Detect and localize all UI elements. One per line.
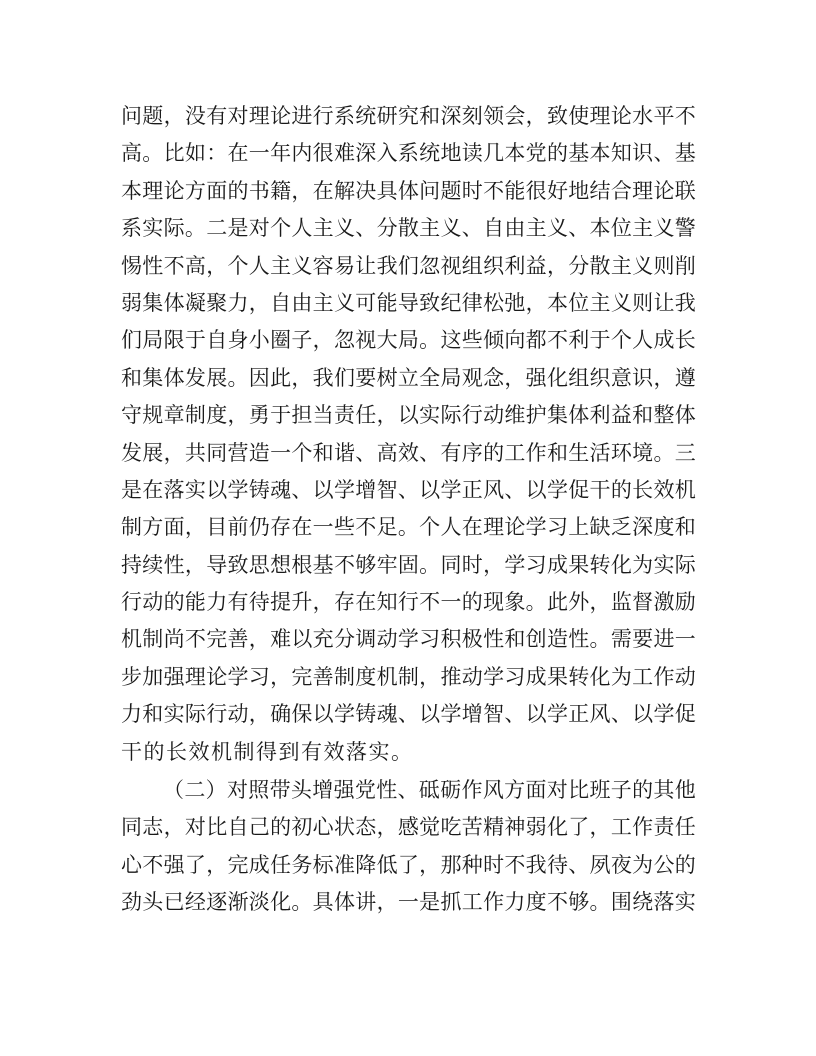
- text-line: 力和实际行动，确保以学铸魂、以学增智、以学正风、以学促: [121, 702, 696, 727]
- paragraph-1: [121, 98, 696, 771]
- text-line: 心不强了，完成任务标准降低了，那种时不我待、夙夜为公的: [121, 852, 696, 877]
- text-line-indented: （二）对照带头增强党性、砥砺作风方面对比班子的其他: [163, 778, 696, 803]
- text-line: 同志，对比自己的初心状态，感觉吃苦精神弱化了，工作责任: [121, 815, 696, 840]
- text-line: 是在落实以学铸魂、以学增智、以学正风、以学促干的长效机: [121, 477, 696, 502]
- text-line: 干的长效机制得到有效落实。: [121, 739, 414, 764]
- paragraph-2: [121, 772, 696, 922]
- text-line: 和集体发展。因此，我们要树立全局观念，强化组织意识，遵: [121, 365, 696, 390]
- text-line: 系实际。二是对个人主义、分散主义、自由主义、本位主义警: [121, 216, 696, 241]
- text-line: 制方面，目前仍存在一些不足。个人在理论学习上缺乏深度和: [121, 515, 696, 540]
- text-line: 劲头已经逐渐淡化。具体讲，一是抓工作力度不够。围绕落实: [121, 890, 696, 915]
- text-line: 本理论方面的书籍，在解决具体问题时不能很好地结合理论联: [121, 178, 696, 203]
- text-line: 行动的能力有待提升，存在知行不一的现象。此外，监督激励: [121, 590, 696, 615]
- text-line: 们局限于自身小圈子，忽视大局。这些倾向都不利于个人成长: [121, 328, 696, 353]
- text-line: 惕性不高，个人主义容易让我们忽视组织利益，分散主义则削: [121, 253, 696, 278]
- text-line: 持续性，导致思想根基不够牢固。同时，学习成果转化为实际: [121, 552, 696, 577]
- document-page: [121, 98, 696, 922]
- text-line: 高。比如：在一年内很难深入系统地读几本党的基本知识、基: [121, 141, 696, 166]
- text-line: 机制尚不完善，难以充分调动学习积极性和创造性。需要进一: [121, 627, 696, 652]
- text-line: 步加强理论学习，完善制度机制，推动学习成果转化为工作动: [121, 664, 696, 689]
- text-line: 问题，没有对理论进行系统研究和深刻领会，致使理论水平不: [121, 104, 696, 128]
- text-line: 发展，共同营造一个和谐、高效、有序的工作和生活环境。三: [121, 440, 696, 465]
- text-line: 守规章制度，勇于担当责任，以实际行动维护集体利益和整体: [121, 403, 696, 428]
- text-line: 弱集体凝聚力，自由主义可能导致纪律松弛，本位主义则让我: [121, 290, 696, 315]
